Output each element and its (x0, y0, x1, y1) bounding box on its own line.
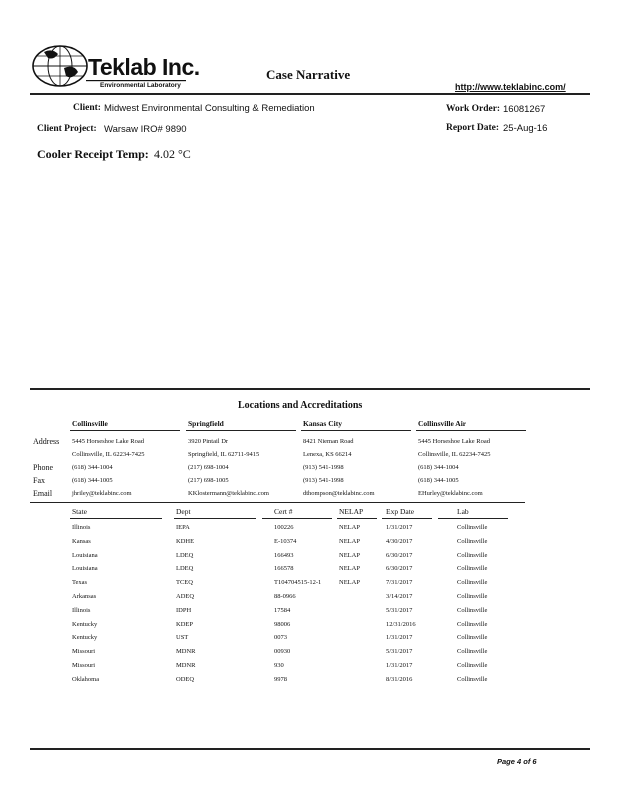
work-order-label: Work Order: (446, 104, 501, 114)
report-date-value: 25-Aug-16 (503, 123, 548, 134)
cell-lab: Collinsville (457, 620, 488, 628)
cell-dept: MDNR (176, 648, 196, 656)
row-label-email: Email (33, 489, 53, 498)
header-underline (438, 518, 508, 519)
address-line1: 8421 Nieman Road (303, 438, 354, 445)
cell-cert: T104704515-12-1 (274, 579, 322, 587)
cell-state: Missouri (72, 648, 96, 656)
location-col-springfield: Springfield (188, 419, 224, 428)
cell-cert: 98006 (274, 620, 291, 628)
cell-state: Louisiana (72, 565, 98, 573)
phone-value: (618) 344-1004 (72, 464, 113, 471)
cell-lab: Collinsville (457, 537, 488, 545)
email-link[interactable]: KKlostermann@teklabinc.com (188, 490, 269, 497)
email-link[interactable]: jhriley@teklabinc.com (72, 490, 132, 497)
cell-state: Oklahoma (72, 675, 100, 683)
cell-lab: Collinsville (457, 551, 488, 559)
company-subtitle: Environmental Laboratory (100, 82, 181, 89)
fax-value: (913) 541-1998 (303, 477, 344, 484)
header-divider (30, 93, 590, 95)
company-logo (30, 42, 200, 92)
cell-lab: Collinsville (457, 662, 488, 669)
locations-title: Locations and Accreditations (238, 400, 363, 411)
cell-cert: 166578 (274, 565, 294, 573)
header-underline (382, 518, 432, 519)
cell-cert: 100226 (274, 524, 294, 531)
cell-exp-date: 5/31/2017 (386, 606, 413, 614)
cell-dept: IDPH (176, 606, 192, 614)
cell-state: Kentucky (72, 634, 98, 642)
address-line2: Lenexa, KS 66214 (303, 451, 352, 458)
cell-state: Louisiana (72, 551, 98, 559)
cell-exp-date: 3/14/2017 (386, 593, 413, 600)
company-name: Teklab Inc. (88, 54, 200, 80)
cell-exp-date: 8/31/2016 (386, 675, 413, 683)
cell-dept: ADEQ (176, 593, 195, 600)
cell-cert: E-10374 (274, 537, 297, 545)
cell-nelap: NELAP (339, 565, 360, 573)
project-label: Client Project: (37, 124, 97, 134)
cell-nelap: NELAP (339, 579, 360, 587)
location-col-kansas-city: Kansas City (303, 419, 342, 428)
th-lab: Lab (457, 507, 469, 516)
cell-exp-date: 1/31/2017 (386, 662, 413, 669)
cell-lab: Collinsville (457, 524, 488, 531)
cell-cert: 9978 (274, 675, 287, 683)
work-order-value: 16081267 (503, 104, 546, 115)
cell-exp-date: 4/30/2017 (386, 537, 413, 545)
page-title: Case Narrative (266, 67, 351, 82)
th-state: State (72, 507, 87, 516)
locations-bottom-divider (30, 502, 525, 503)
cell-cert: 00930 (274, 648, 291, 656)
page-number: Page 4 of 6 (497, 757, 537, 766)
cell-exp-date: 6/30/2017 (386, 565, 413, 573)
address-line1: 5445 Horseshoe Lake Road (72, 438, 145, 445)
header-underline (262, 518, 332, 519)
row-label-fax: Fax (33, 476, 45, 485)
cell-nelap: NELAP (339, 524, 360, 531)
cell-nelap: NELAP (339, 537, 360, 545)
address-line1: 3920 Pintail Dr (188, 438, 229, 445)
fax-value: (618) 344-1005 (418, 477, 459, 484)
column-underline (416, 430, 526, 431)
column-underline (186, 430, 296, 431)
cell-exp-date: 1/31/2017 (386, 634, 413, 642)
email-link[interactable]: EHurley@teklabinc.com (418, 490, 483, 497)
cell-exp-date: 1/31/2017 (386, 524, 413, 531)
th-exp-date: Exp Date (386, 507, 415, 516)
cell-dept: ODEQ (176, 675, 195, 683)
cell-state: Kansas (72, 537, 91, 545)
row-label-address: Address (33, 437, 60, 446)
company-url-link[interactable]: http://www.teklabinc.com/ (455, 82, 566, 92)
cell-lab: Collinsville (457, 606, 488, 614)
header-underline (70, 518, 162, 519)
address-line2: Collinsville, IL 62234-7425 (418, 451, 491, 458)
cell-lab: Collinsville (457, 579, 488, 587)
cell-dept: LDEQ (176, 551, 194, 559)
address-line1: 5445 Horseshoe Lake Road (418, 438, 491, 445)
cell-exp-date: 5/31/2017 (386, 648, 413, 656)
th-dept: Dept (176, 507, 191, 516)
phone-value: (618) 344-1004 (418, 464, 459, 471)
cell-state: Kentucky (72, 620, 98, 628)
header-underline (174, 518, 256, 519)
project-value: Warsaw IRO# 9890 (104, 124, 187, 135)
locations-divider (30, 388, 590, 390)
report-date-label: Report Date: (446, 123, 500, 133)
cell-lab: Collinsville (457, 675, 488, 683)
cooler-temp-value: 4.02 °C (154, 147, 191, 161)
cell-state: Illinois (72, 524, 91, 531)
fax-value: (618) 344-1005 (72, 477, 113, 484)
phone-value: (217) 698-1004 (188, 464, 229, 471)
cooler-temp-label: Cooler Receipt Temp: (37, 147, 149, 161)
cell-state: Texas (72, 579, 88, 587)
cell-cert: 0073 (274, 634, 287, 642)
cell-lab: Collinsville (457, 593, 488, 600)
cell-state: Arkansas (72, 593, 97, 600)
cell-cert: 930 (274, 662, 284, 669)
cell-cert: 166493 (274, 551, 294, 559)
client-value: Midwest Environmental Consulting & Remediation (104, 103, 315, 114)
phone-value: (913) 541-1998 (303, 464, 344, 471)
th-cert: Cert # (274, 507, 293, 516)
cell-state: Missouri (72, 662, 96, 669)
fax-value: (217) 698-1005 (188, 477, 229, 484)
address-line2: Collinsville, IL 62234-7425 (72, 451, 145, 458)
cell-state: Illinois (72, 606, 91, 614)
cell-dept: LDEQ (176, 565, 194, 573)
header-underline (337, 518, 377, 519)
cell-lab: Collinsville (457, 648, 488, 656)
column-underline (301, 430, 411, 431)
location-col-collinsville: Collinsville (72, 419, 108, 428)
footer-divider (30, 748, 590, 750)
th-nelap: NELAP (339, 507, 364, 516)
client-label: Client: (73, 103, 101, 113)
row-label-phone: Phone (33, 463, 53, 472)
address-line2: Springfield, IL 62711-9415 (188, 451, 260, 458)
cell-exp-date: 7/31/2017 (386, 579, 413, 587)
cell-dept: MDNR (176, 662, 196, 669)
location-col-collinsville-air: Collinsville Air (418, 419, 467, 428)
cell-lab: Collinsville (457, 634, 488, 642)
cell-dept: TCEQ (176, 579, 193, 587)
cell-dept: UST (176, 634, 189, 642)
cell-lab: Collinsville (457, 565, 488, 573)
cell-cert: 88-0966 (274, 593, 296, 600)
cell-dept: IEPA (176, 524, 190, 531)
cell-dept: KDHE (176, 537, 195, 545)
cell-exp-date: 12/31/2016 (386, 620, 416, 628)
email-link[interactable]: dthompson@teklabinc.com (303, 490, 375, 497)
cell-exp-date: 6/30/2017 (386, 551, 413, 559)
cell-nelap: NELAP (339, 551, 360, 559)
cell-cert: 17584 (274, 606, 291, 614)
cell-dept: KDEP (176, 620, 193, 628)
column-underline (70, 430, 180, 431)
